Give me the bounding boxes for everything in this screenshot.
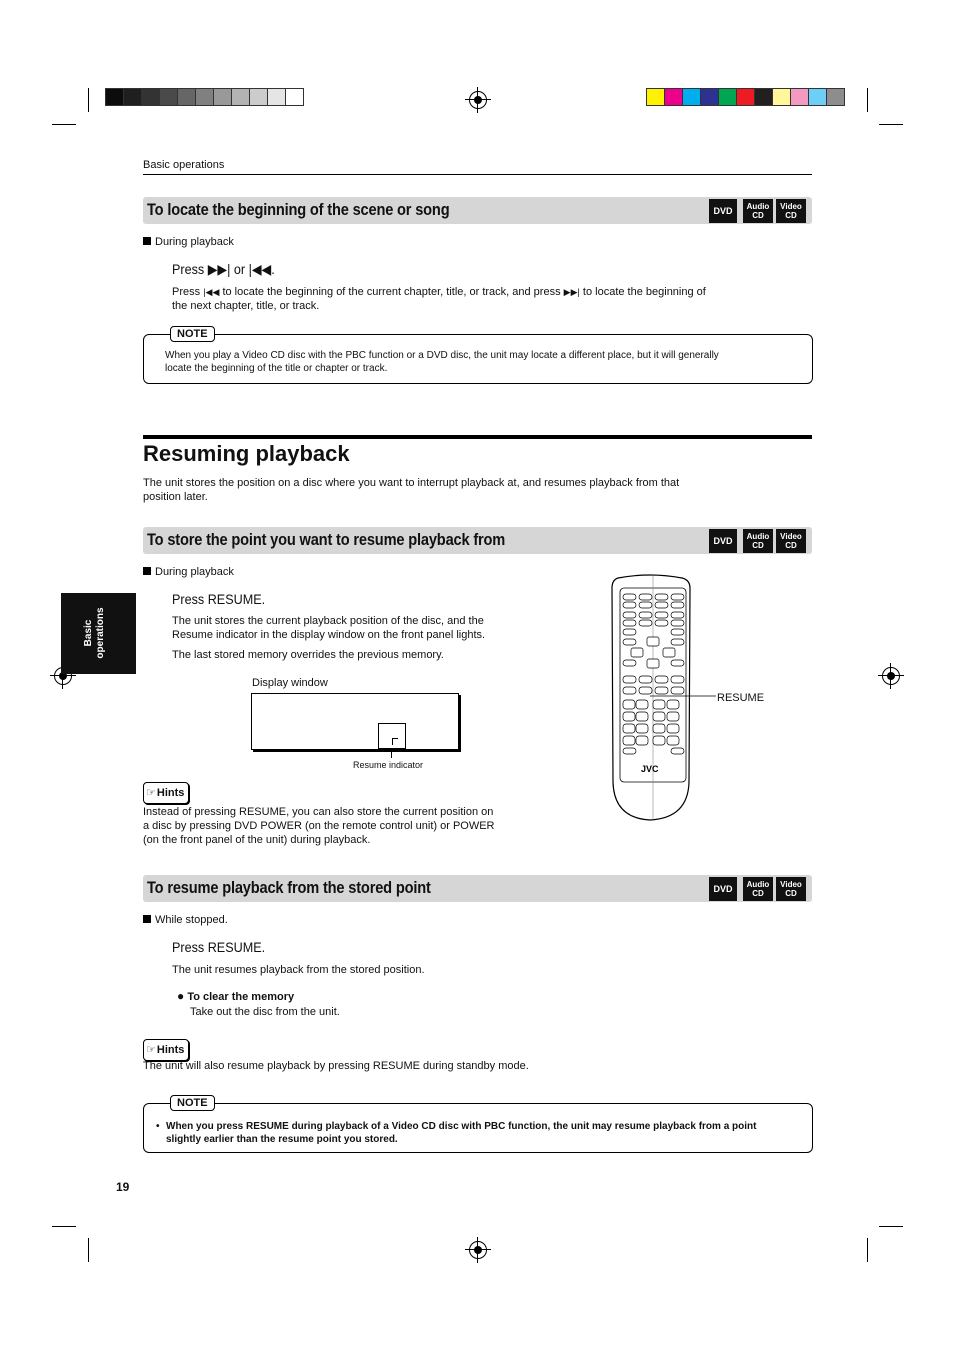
remote-button (667, 700, 679, 709)
remote-button (667, 736, 679, 745)
remote-button (653, 700, 665, 709)
hints-badge: ☞Hints (143, 1039, 189, 1061)
disc-type-icons (709, 529, 806, 553)
gray-swatch (232, 89, 250, 105)
resume-indicator (378, 723, 406, 749)
audio-cd-icon: Audio CD (743, 529, 773, 553)
remote-button (647, 659, 659, 668)
gray-swatch (214, 89, 232, 105)
section-locate-description: Press |◀◀ to locate the beginning of the current chapter, title, or track, and press ▶▶| to locate the beginning of the next chapter, title, or track. (172, 286, 706, 312)
remote-button (653, 724, 665, 733)
gray-swatch (160, 89, 178, 105)
chapter-side-tab (61, 593, 136, 674)
display-window-illustration (251, 693, 459, 750)
note-text: • When you press RESUME during playback of a Video CD disc with PBC function, the unit may resume playback from a point slightly earlier than the resume point you stored. (156, 1121, 757, 1145)
grayscale-color-bar (105, 88, 304, 106)
disc-type-icons (709, 199, 806, 223)
remote-button (671, 629, 684, 635)
remote-button (667, 712, 679, 721)
previous-icon: |◀◀ (203, 287, 220, 297)
color-swatch (755, 89, 773, 105)
color-swatch (737, 89, 755, 105)
gray-swatch (178, 89, 196, 105)
remote-button (623, 629, 636, 635)
remote-button (639, 687, 652, 694)
process-color-bar (646, 88, 845, 106)
hints-badge: ☞Hints (143, 782, 189, 804)
remote-button (636, 712, 648, 721)
color-swatch (791, 89, 809, 105)
remote-button (639, 676, 652, 683)
remote-button (623, 612, 636, 618)
note-label: NOTE (170, 1095, 215, 1111)
remote-button (671, 612, 684, 618)
section-resume-condition: While stopped. (143, 914, 228, 926)
running-head: Basic operations (143, 159, 225, 171)
remote-button (655, 612, 668, 618)
section-resume-press: Press RESUME. (172, 939, 266, 955)
remote-button (623, 594, 636, 600)
remote-button (623, 620, 636, 626)
remote-button (655, 602, 668, 608)
remote-button (671, 602, 684, 608)
section-store-press: Press RESUME. (172, 591, 266, 607)
section-resume-header (143, 875, 812, 902)
disc-type-icons (709, 877, 806, 901)
registration-mark-right (882, 667, 900, 685)
color-swatch (719, 89, 737, 105)
page-number: 19 (116, 1180, 130, 1194)
gray-swatch (250, 89, 268, 105)
note-box-resume (143, 1097, 813, 1153)
previous-icon: |◀◀ (248, 261, 272, 277)
resume-indicator-leader (391, 749, 392, 758)
section-resume-description: The unit resumes playback from the stored position. (172, 964, 425, 976)
section-resume-hint: The unit will also resume playback by pressing RESUME during standby mode. (143, 1060, 529, 1072)
remote-button (647, 637, 659, 646)
remote-button (653, 712, 665, 721)
section-store-header (143, 527, 812, 554)
hand-pointer-icon: ☞ (146, 787, 156, 799)
remote-resume-label: RESUME (717, 692, 765, 704)
section-locate-press: Press ▶▶| or |◀◀. (172, 261, 275, 277)
side-tab-label: Basic operations (83, 607, 106, 659)
video-cd-icon: Video CD (776, 877, 806, 901)
color-swatch (773, 89, 791, 105)
section-store-condition: During playback (143, 566, 234, 578)
remote-button (623, 602, 636, 608)
clear-memory-description: Take out the disc from the unit. (190, 1006, 340, 1018)
remote-button (671, 748, 684, 754)
remote-button (623, 700, 635, 709)
color-swatch (827, 89, 844, 105)
remote-button (663, 648, 675, 657)
remote-button (623, 639, 636, 645)
remote-button (623, 724, 635, 733)
remote-button (639, 620, 652, 626)
remote-button (636, 724, 648, 733)
remote-button (671, 676, 684, 683)
remote-button (623, 676, 636, 683)
display-window-label: Display window (252, 677, 328, 689)
color-swatch (665, 89, 683, 105)
remote-button (631, 648, 643, 657)
remote-button (667, 724, 679, 733)
section-locate-header (143, 197, 812, 224)
section-locate-title: To locate the beginning of the scene or song (147, 200, 450, 219)
registration-mark-bottom (469, 1241, 487, 1259)
color-swatch (809, 89, 827, 105)
remote-button (671, 660, 684, 666)
resume-indicator-label: Resume indicator (353, 760, 424, 770)
gray-swatch (268, 89, 286, 105)
remote-button (623, 712, 635, 721)
remote-button (623, 660, 636, 666)
remote-button (671, 639, 684, 645)
running-head-rule (143, 174, 812, 175)
gray-swatch (124, 89, 142, 105)
remote-button (655, 594, 668, 600)
remote-button (671, 594, 684, 600)
section-store-title: To store the point you want to resume playback from (147, 530, 506, 549)
clear-memory-heading: ● To clear the memory (177, 989, 295, 1003)
remote-button (639, 612, 652, 618)
dvd-icon: DVD (709, 199, 737, 223)
remote-button (671, 687, 684, 694)
remote-button (655, 676, 668, 683)
next-icon: ▶▶| (207, 261, 231, 277)
main-heading-rule (143, 435, 812, 439)
color-swatch (683, 89, 701, 105)
remote-button (655, 687, 668, 694)
remote-button (623, 687, 636, 694)
color-swatch (701, 89, 719, 105)
gray-swatch (142, 89, 160, 105)
main-intro: The unit stores the position on a disc where you want to interrupt playback at, and resumes playback from that position later. (143, 477, 680, 503)
dvd-icon: DVD (709, 529, 737, 553)
remote-brand-logo: JVC (641, 764, 659, 774)
video-cd-icon: Video CD (776, 529, 806, 553)
section-locate-condition: During playback (143, 236, 234, 248)
remote-button (639, 594, 652, 600)
remote-button (671, 620, 684, 626)
note-label: NOTE (170, 326, 215, 342)
note-text: When you play a Video CD disc with the PBC function or a DVD disc, the unit may locate a different place, but it will generally locate the beginning of the title or chapter or track. (165, 350, 719, 374)
gray-swatch (286, 89, 303, 105)
note-box-locate (143, 328, 813, 384)
section-resume-title: To resume playback from the stored point (147, 878, 431, 897)
gray-swatch (106, 89, 124, 105)
remote-button (623, 736, 635, 745)
video-cd-icon: Video CD (776, 199, 806, 223)
registration-mark-top (469, 91, 487, 109)
section-store-description: The unit stores the current playback position of the disc, and the Resume indicator in the display window on the front panel lights. The last stored memory overrides the previous memory. (172, 615, 486, 661)
color-swatch (647, 89, 665, 105)
hand-pointer-icon: ☞ (146, 1044, 156, 1056)
remote-button (655, 620, 668, 626)
remote-button (636, 736, 648, 745)
audio-cd-icon: Audio CD (743, 877, 773, 901)
page-title: Resuming playback (143, 441, 350, 466)
remote-button (639, 602, 652, 608)
next-icon: ▶▶| (563, 287, 580, 297)
audio-cd-icon: Audio CD (743, 199, 773, 223)
remote-button (623, 748, 636, 754)
remote-button (636, 700, 648, 709)
gray-swatch (196, 89, 214, 105)
section-store-hint: Instead of pressing RESUME, you can also store the current position on a disc by pressing DVD POWER (on the remote control unit) or POWER (on the front panel of the unit) during playback. (143, 806, 495, 846)
dvd-icon: DVD (709, 877, 737, 901)
remote-button (653, 736, 665, 745)
